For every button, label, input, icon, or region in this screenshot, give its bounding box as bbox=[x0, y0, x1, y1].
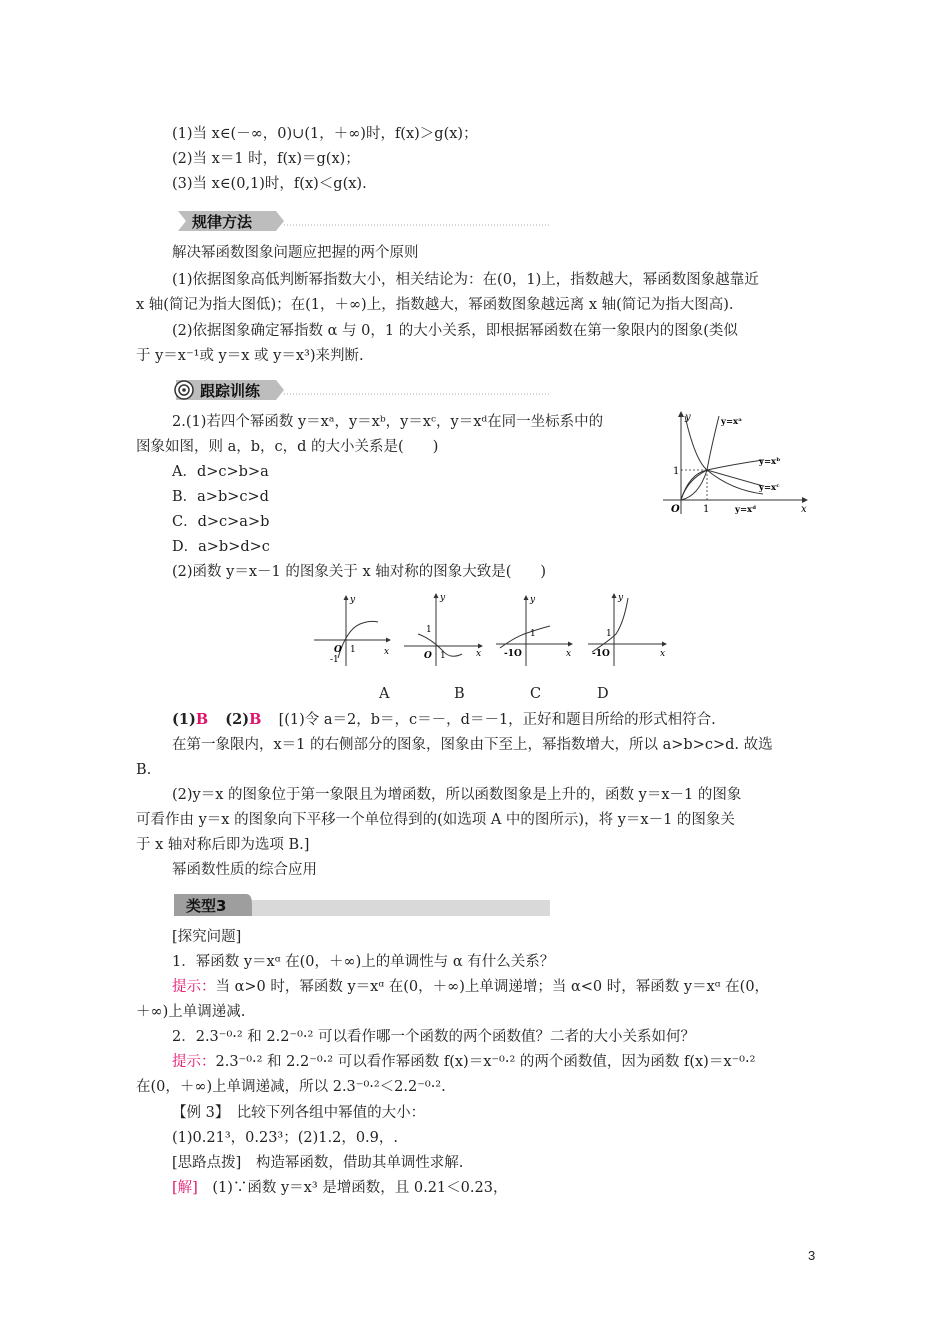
page-number: 3 bbox=[808, 1248, 816, 1263]
svg-text:x: x bbox=[566, 649, 572, 659]
banner-decoration bbox=[172, 892, 552, 918]
track-banner-label: 跟踪训练 bbox=[200, 382, 261, 400]
tick-label: 1 bbox=[703, 504, 710, 515]
answer-line: (2)y＝x 的图象位于第一象限且为增函数，所以函数图象是上升的，函数 y＝x－1 的图象 bbox=[172, 787, 742, 803]
method-title: 解决幂函数图象问题应把握的两个原则 bbox=[172, 245, 419, 261]
svg-text:x: x bbox=[660, 649, 666, 659]
curve-label-d: y=xᵈ bbox=[735, 505, 757, 515]
svg-text:1: 1 bbox=[350, 645, 356, 655]
answer-line: 在第一象限内，x＝1 的右侧部分的图象，图象由下至上，幂指数增大，所以 a>b>c>d. 故选 bbox=[172, 737, 773, 753]
example-items: (1)0.21³，0.23³；(2)1.2，0.9，. bbox=[172, 1130, 399, 1146]
svg-text:y: y bbox=[530, 595, 536, 605]
example-heading: 【例 3】 比较下列各组中幂值的大小： bbox=[172, 1105, 426, 1121]
svg-text:y: y bbox=[350, 595, 356, 605]
answer-line: 可看作由 y＝x 的图象向下平移一个单位得到的(如选项 A 中的图所示)，将 y＝x－1 的图象关 bbox=[136, 812, 735, 828]
hint-label: 提示： bbox=[172, 979, 216, 995]
answer-line: 于 x 轴对称后即为选项 B.] bbox=[136, 837, 310, 853]
text-line: (2)当 x＝1 时，f(x)＝g(x)； bbox=[172, 151, 360, 167]
curve-label-a: y=xᵃ bbox=[721, 417, 743, 427]
choice-letter: D bbox=[597, 686, 609, 702]
hint-line: ＋∞)上单调递减. bbox=[136, 1004, 246, 1020]
option-c: C．d>c>a>b bbox=[172, 514, 270, 530]
choice-graphs bbox=[310, 590, 670, 670]
idea-line: [思路点拨] 构造幂函数，借助其单调性求解. bbox=[172, 1155, 464, 1171]
svg-text:1: 1 bbox=[606, 629, 612, 639]
question-line: 图象如图，则 a，b，c，d 的大小关系是( ) bbox=[136, 439, 439, 455]
explore-question: 1．幂函数 y＝xᵅ 在(0，＋∞)上的单调性与 α 有什么关系？ bbox=[172, 954, 555, 970]
axis-x-label: x bbox=[801, 504, 807, 515]
text-line: (3)当 x∈(0,1)时，f(x)＜g(x). bbox=[172, 176, 367, 192]
method-banner-label: 规律方法 bbox=[192, 213, 253, 231]
solution-line: [解] (1)∵函数 y＝x³ 是增函数，且 0.21＜0.23， bbox=[172, 1180, 508, 1196]
question-line: 2.(1)若四个幂函数 y＝xᵃ，y＝xᵇ，y＝xᶜ，y＝xᵈ在同一坐标系中的 bbox=[172, 414, 604, 430]
choice-letter: C bbox=[530, 686, 542, 702]
text-line: 于 y＝x⁻¹或 y＝x 或 y＝x³)来判断. bbox=[136, 348, 364, 364]
option-b: B．a>b>c>d bbox=[172, 489, 269, 505]
explore-question: 2．2.3⁻⁰·² 和 2.2⁻⁰·² 可以看作哪一个函数的两个函数值？二者的大小关系如何？ bbox=[172, 1029, 695, 1045]
explore-heading: [探究问题] bbox=[172, 929, 242, 945]
hint-label: 提示： bbox=[172, 1054, 216, 1070]
choice-letter: B bbox=[454, 686, 465, 702]
svg-text:1: 1 bbox=[440, 651, 446, 661]
origin-label: O bbox=[671, 504, 680, 515]
svg-text:O: O bbox=[424, 651, 432, 661]
hint-line: 在(0，＋∞)上单调递减，所以 2.3⁻⁰·²＜2.2⁻⁰·². bbox=[136, 1079, 446, 1095]
method-banner bbox=[172, 209, 552, 233]
svg-text:-1O: -1O bbox=[592, 649, 610, 659]
curve-label-c: y=xᶜ bbox=[759, 483, 780, 493]
svg-text:1: 1 bbox=[426, 625, 432, 635]
question-line: (2)函数 y＝x－1 的图象关于 x 轴对称的图象大致是( ) bbox=[172, 564, 547, 580]
answer-explanation: [(1)令 a＝2，b＝，c＝－，d＝－1，正好和题目所给的形式相符合. bbox=[278, 712, 716, 728]
text-line: (1)当 x∈(－∞，0)∪(1，＋∞)时，f(x)＞g(x)； bbox=[172, 126, 478, 142]
power-functions-graph bbox=[655, 408, 815, 518]
choice-graph-a bbox=[314, 595, 390, 666]
svg-text:-1: -1 bbox=[330, 655, 339, 665]
svg-text:O: O bbox=[334, 645, 342, 655]
text-line: x 轴(简记为指大图低)；在(1，＋∞)上，指数越大，幂函数图象越远离 x 轴(简记为指大图高). bbox=[136, 297, 734, 313]
section-title: 幂函数性质的综合应用 bbox=[172, 862, 317, 878]
axis-y-label: y bbox=[685, 412, 691, 423]
hint-line: 提示：2.3⁻⁰·² 和 2.2⁻⁰·² 可以看作幂函数 f(x)＝x⁻⁰·² 的两个函数值，因为函数 f(x)＝x⁻⁰·² bbox=[172, 1054, 756, 1070]
svg-text:-1O: -1O bbox=[504, 649, 522, 659]
text-line: (1)依据图象高低判断幂指数大小，相关结论为：在(0，1)上，指数越大，幂函数图象越靠近 bbox=[172, 272, 759, 288]
svg-text:y: y bbox=[440, 593, 446, 603]
answer-line: B. bbox=[136, 762, 152, 778]
svg-text:x: x bbox=[384, 647, 390, 657]
choice-graph-b bbox=[404, 593, 482, 666]
choice-letter: A bbox=[379, 686, 390, 702]
option-a: A．d>c>b>a bbox=[172, 464, 269, 480]
hint-line: 提示：当 α>0 时，幂函数 y＝xᵅ 在(0，＋∞)上单调递增；当 α<0 时，幂函数 y＝xᵅ 在(0， bbox=[172, 979, 770, 995]
curve-label-b: y=xᵇ bbox=[759, 457, 781, 467]
choice-graph-d bbox=[588, 593, 666, 666]
type-banner bbox=[172, 892, 552, 916]
type-banner-label: 类型3 bbox=[186, 897, 227, 915]
svg-text:x: x bbox=[476, 649, 482, 659]
answer-line bbox=[172, 710, 716, 730]
choice-graph-c bbox=[496, 595, 572, 666]
option-d: D．a>b>d>c bbox=[172, 539, 270, 555]
answer-1-label: (1)B bbox=[172, 711, 209, 728]
svg-text:y: y bbox=[618, 593, 624, 603]
svg-text:1: 1 bbox=[530, 629, 536, 639]
text-line: (2)依据图象确定幂指数 α 与 0，1 的大小关系，即根据幂函数在第一象限内的图象(类似 bbox=[172, 323, 738, 339]
track-banner bbox=[172, 378, 552, 402]
solution-tag: [解] bbox=[172, 1180, 198, 1196]
tick-label: 1 bbox=[673, 466, 680, 477]
answer-2-label: (2)B bbox=[225, 711, 262, 728]
